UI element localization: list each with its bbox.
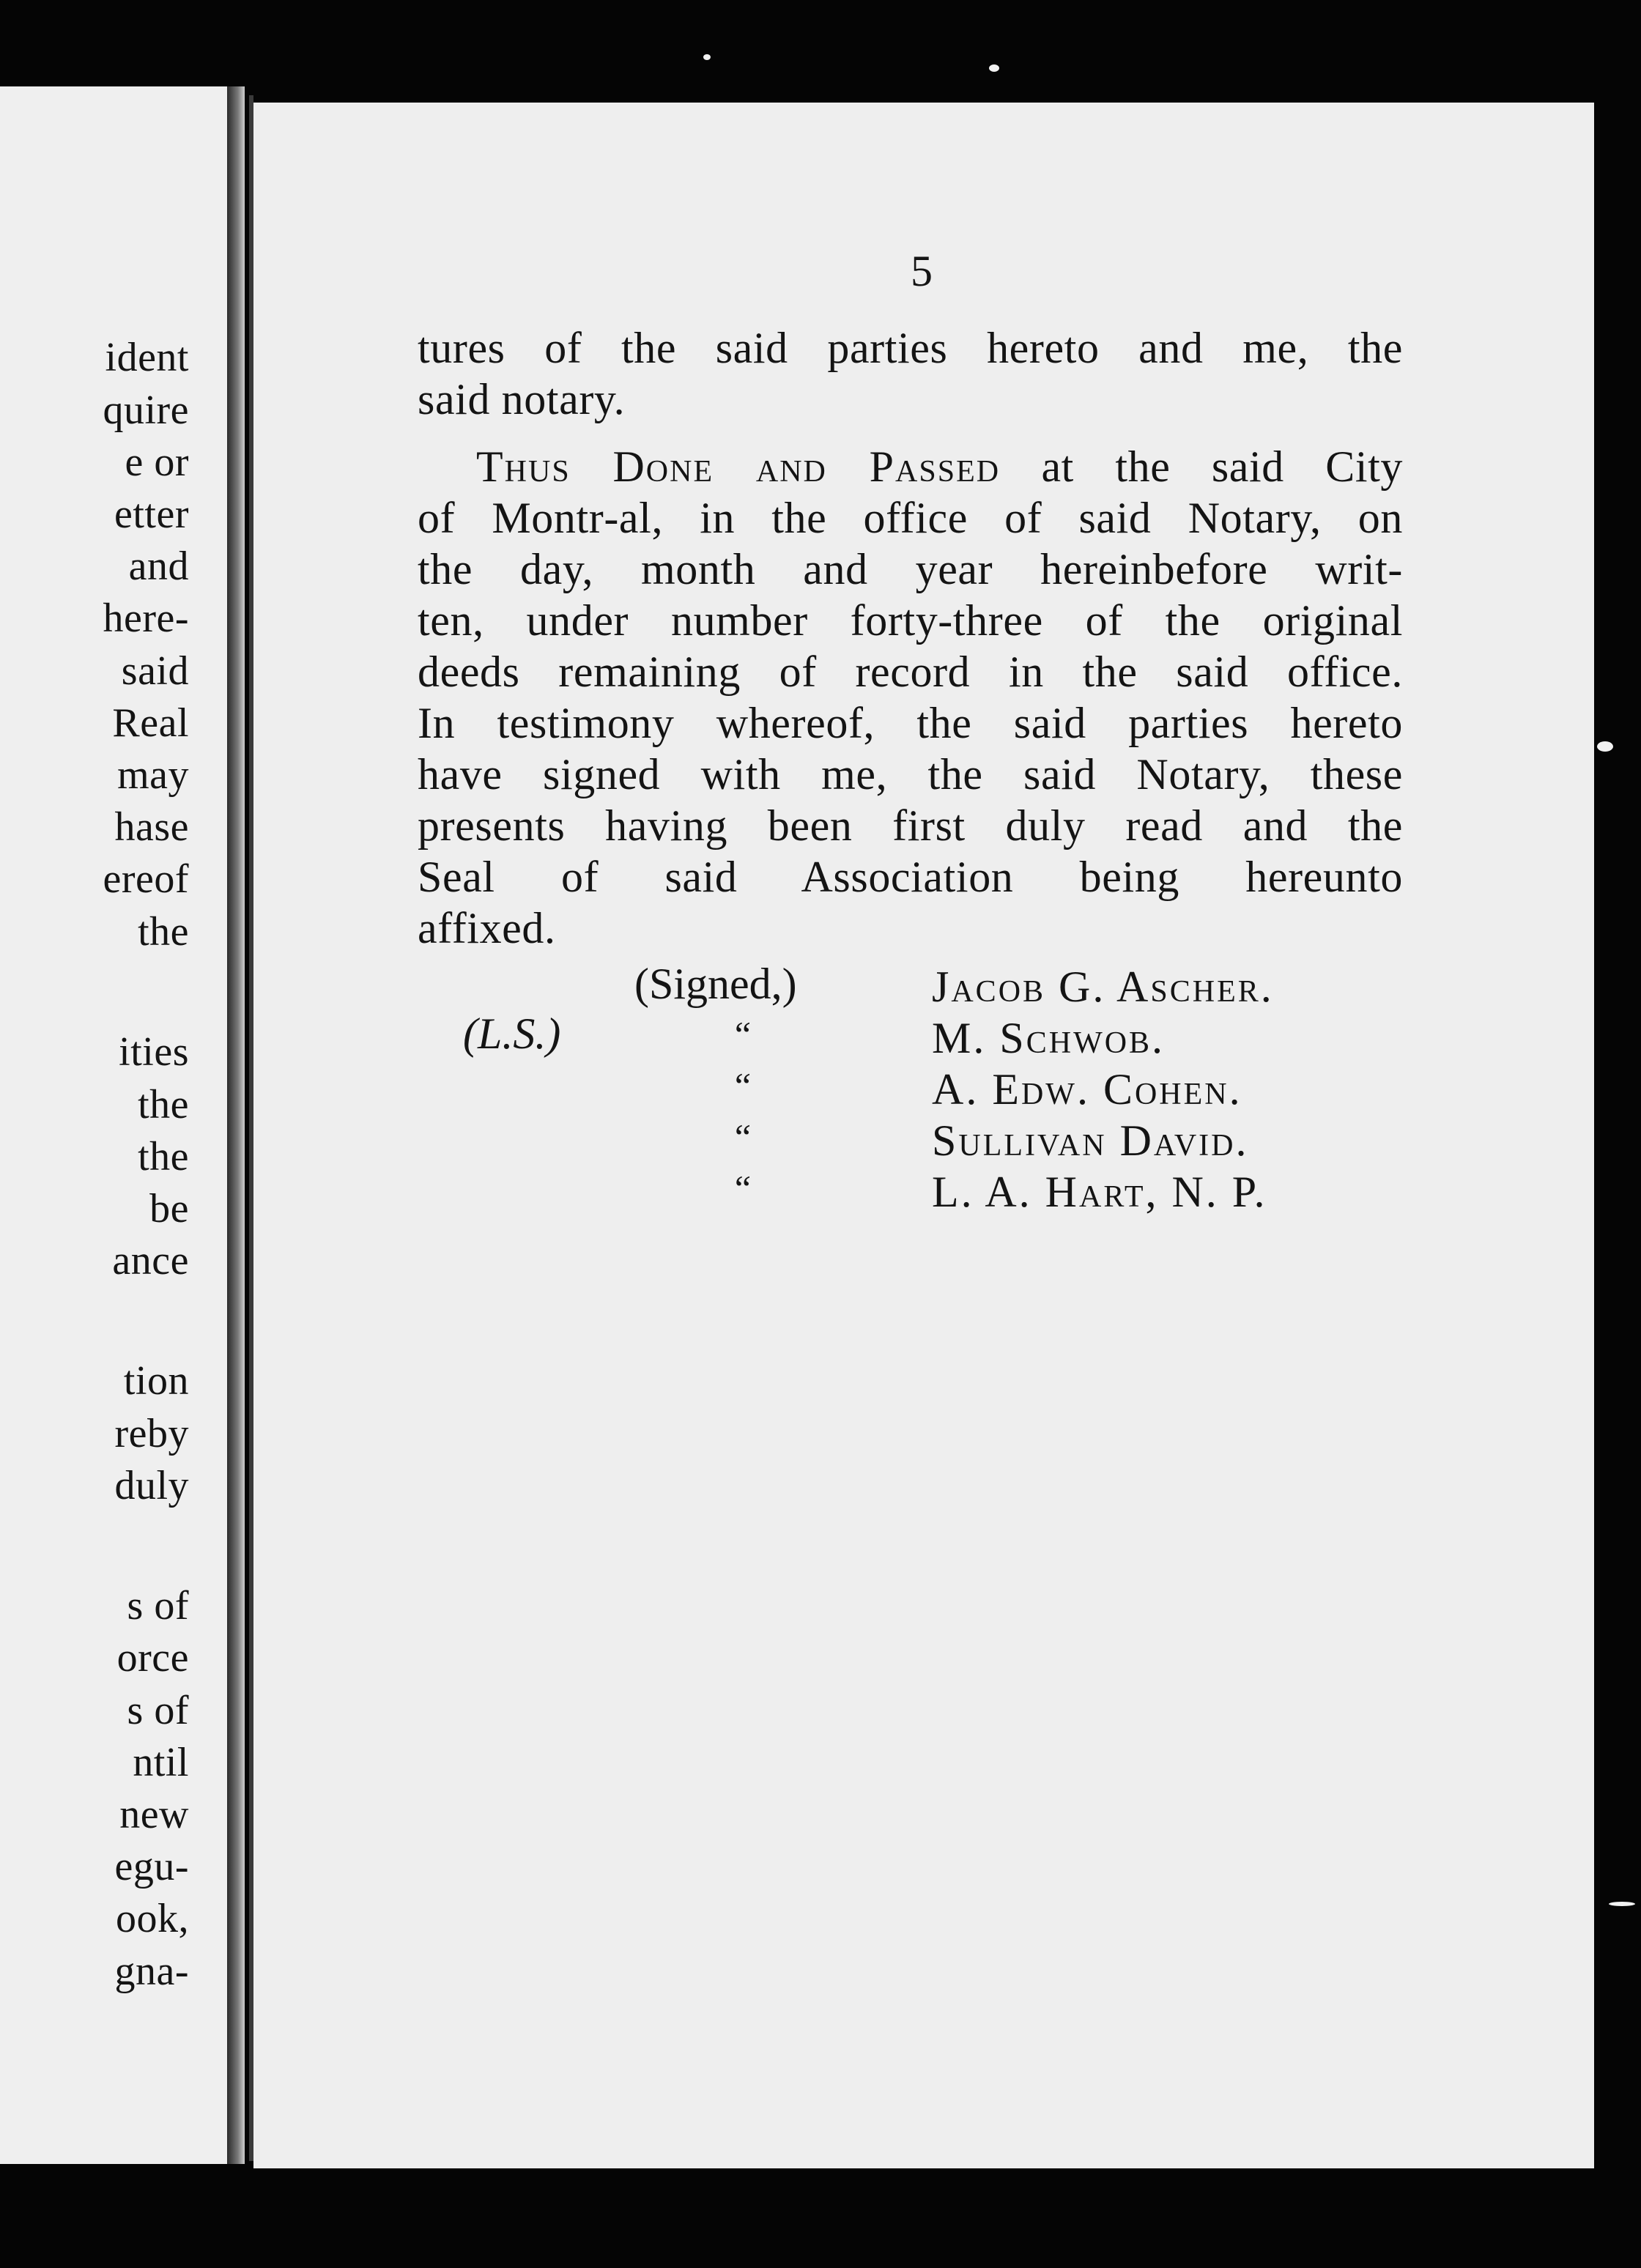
left-line: s of bbox=[127, 1688, 189, 1733]
ditto-mark: “ bbox=[734, 1014, 752, 1055]
paragraph-2-line: deeds remaining of record in the said office. bbox=[418, 648, 1403, 696]
ditto-mark: “ bbox=[734, 1065, 752, 1106]
signatory-name: Jacob G. Ascher. bbox=[932, 963, 1274, 1011]
left-line: ident bbox=[105, 335, 189, 380]
paragraph-1-line: tures of the said parties hereto and me, the bbox=[418, 324, 1403, 372]
left-line: s of bbox=[127, 1583, 189, 1628]
seal-mark: (L.S.) bbox=[463, 1009, 561, 1058]
left-page-fragment bbox=[0, 86, 227, 2164]
page-number: 5 bbox=[911, 247, 933, 295]
left-line: ities bbox=[119, 1029, 189, 1075]
left-line: etter bbox=[114, 492, 189, 537]
left-line: hase bbox=[114, 804, 189, 850]
ditto-mark: “ bbox=[734, 1168, 752, 1209]
paragraph-2-line: Seal of said Association being hereunto bbox=[418, 853, 1403, 901]
dust-speck bbox=[703, 54, 711, 60]
left-line: ance bbox=[112, 1238, 189, 1283]
paragraph-2-line: In testimony whereof, the said parties hereto bbox=[418, 699, 1403, 747]
left-line: ntil bbox=[133, 1740, 189, 1785]
left-line: tion bbox=[123, 1358, 189, 1404]
signed-label: (Signed,) bbox=[634, 960, 797, 1008]
dust-speck bbox=[1609, 1902, 1635, 1906]
left-line: and bbox=[128, 544, 189, 589]
left-line: reby bbox=[114, 1411, 189, 1456]
left-line: duly bbox=[114, 1463, 189, 1508]
paragraph-2-line: have signed with me, the said Notary, these bbox=[418, 750, 1403, 798]
left-line: Real bbox=[112, 700, 189, 746]
ditto-mark: “ bbox=[734, 1116, 752, 1157]
paragraph-2-first-line-rest: at the said City bbox=[1041, 442, 1404, 491]
left-line: said bbox=[121, 648, 189, 694]
signatory-name: M. Schwob. bbox=[932, 1014, 1166, 1062]
book-gutter-shadow bbox=[227, 86, 245, 2164]
left-line: be bbox=[149, 1186, 189, 1231]
signatory-name: A. Edw. Cohen. bbox=[932, 1065, 1242, 1113]
left-line: may bbox=[117, 752, 189, 798]
paragraph-2-line: ten, under number forty-three of the original bbox=[418, 596, 1403, 645]
paragraph-2-line: presents having been first duly read and the bbox=[418, 801, 1403, 850]
signatory-name: L. A. Hart, N. P. bbox=[932, 1168, 1267, 1216]
left-line: orce bbox=[116, 1635, 189, 1680]
left-line: ook, bbox=[116, 1896, 189, 1941]
dust-speck bbox=[989, 64, 999, 72]
signatory-name: Sullivan David. bbox=[932, 1116, 1249, 1165]
thus-done-and-passed: Thus Done and Passed bbox=[476, 442, 1001, 491]
left-line: the bbox=[138, 909, 189, 955]
paragraph-2-line: affixed. bbox=[418, 904, 556, 952]
left-line: the bbox=[138, 1134, 189, 1179]
paragraph-1-line: said notary. bbox=[418, 375, 626, 423]
left-line: ereof bbox=[103, 856, 189, 902]
left-line: the bbox=[138, 1082, 189, 1127]
paragraph-2-line: the day, month and year hereinbefore writ- bbox=[418, 545, 1403, 593]
left-line: quire bbox=[103, 388, 189, 433]
left-line: gna- bbox=[114, 1949, 189, 1994]
left-line: egu- bbox=[114, 1844, 189, 1889]
paragraph-2-first-line bbox=[476, 441, 1403, 492]
left-line: here- bbox=[103, 596, 189, 641]
left-line: new bbox=[119, 1792, 189, 1837]
dust-speck bbox=[1597, 741, 1613, 752]
paragraph-2-line: of Montr‐al, in the office of said Notary, on bbox=[418, 494, 1403, 542]
left-line: e or bbox=[125, 440, 189, 485]
